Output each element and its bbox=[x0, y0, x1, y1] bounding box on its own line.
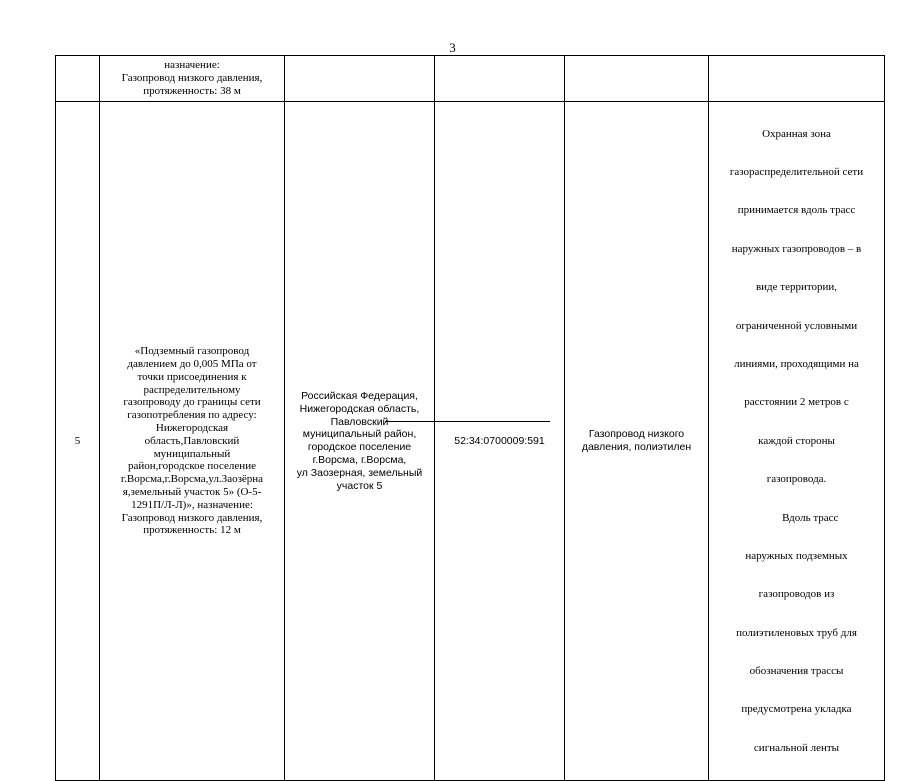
separator-line bbox=[385, 421, 550, 422]
text-line: назначение: bbox=[164, 59, 220, 72]
text-line: Газопровод низкого давления, bbox=[121, 511, 263, 524]
text-line: распределительному bbox=[143, 383, 241, 396]
text-line: газопровода. bbox=[766, 473, 827, 486]
text-line: обозначения трассы bbox=[749, 665, 844, 678]
text-line: точки присоединения к bbox=[137, 370, 247, 383]
text-line: линиями, проходящими на bbox=[734, 357, 859, 370]
text-line: я,земельный участок 5» (О-5- bbox=[122, 485, 262, 498]
text-line: сигнальной ленты bbox=[753, 741, 840, 754]
table-row bbox=[56, 56, 885, 102]
row-number-cell bbox=[56, 56, 100, 102]
text-line: район,городское поселение bbox=[128, 460, 256, 473]
text-line: Нижегородская bbox=[155, 421, 229, 434]
text-line: Газопровод низкого bbox=[588, 428, 685, 441]
text-line: муниципальный район, bbox=[302, 428, 417, 441]
protection-zone-cell bbox=[709, 102, 885, 781]
text-line: протяженность: 38 м bbox=[143, 84, 241, 97]
text-line: виде территории, bbox=[755, 281, 838, 294]
text-line: наружных подземных bbox=[745, 549, 848, 562]
text-line: принимается вдоль трасс bbox=[737, 204, 856, 217]
text-line: Павловский bbox=[330, 415, 389, 428]
object-type-cell bbox=[565, 102, 709, 781]
text-line: протяженность: 12 м bbox=[143, 524, 241, 537]
object-description-cell bbox=[100, 56, 285, 102]
text-line: Охранная зона bbox=[762, 127, 831, 140]
text-line: предусмотрена укладка bbox=[741, 703, 852, 716]
location-cell bbox=[285, 102, 435, 781]
text-line: муниципальный bbox=[153, 447, 231, 460]
text-line: область,Павловский bbox=[144, 434, 240, 447]
text-line: Газопровод низкого давления, bbox=[121, 72, 263, 85]
protection-zone-cell bbox=[709, 56, 885, 102]
text-line: г.Ворсма,г.Ворсма,ул.Заозёрна bbox=[120, 473, 264, 486]
text-line: расстоянии 2 метров с bbox=[744, 396, 849, 409]
text-line: городское поселение bbox=[307, 441, 412, 454]
table-row bbox=[56, 102, 885, 781]
object-description-cell bbox=[100, 102, 285, 781]
row-number-cell: 5 bbox=[56, 102, 100, 781]
page-number: 3 bbox=[449, 40, 456, 55]
text-line: наружных газопроводов – в bbox=[731, 242, 862, 255]
text-line: Вдоль трасс bbox=[754, 511, 839, 524]
text-line: давлением до 0,005 МПа от bbox=[127, 357, 257, 370]
text-line: «Подземный газопровод bbox=[134, 345, 250, 358]
text-line: ограниченной условными bbox=[735, 319, 858, 332]
text-line: участок 5 bbox=[336, 479, 383, 492]
text-line: давления, полиэтилен bbox=[581, 441, 692, 454]
text-line: Нижегородская область, bbox=[299, 402, 420, 415]
text-line: Российская Федерация, bbox=[301, 389, 418, 402]
text-line: газопроводов из bbox=[758, 588, 835, 601]
text-line: ул Заозерная, земельный bbox=[296, 466, 423, 479]
text-line: газопотребления по адресу: bbox=[127, 409, 257, 422]
object-type-cell bbox=[565, 56, 709, 102]
cadastral-number-cell: 52:34:0700009:591 bbox=[435, 102, 565, 781]
objects-table bbox=[55, 55, 885, 781]
text-line: газораспределительной сети bbox=[729, 165, 864, 178]
text-line: газопроводу до границы сети bbox=[123, 396, 261, 409]
text-line: полиэтиленовых труб для bbox=[736, 626, 857, 639]
text-line: г.Ворсма, г.Ворсма, bbox=[312, 453, 407, 466]
text-line: каждой стороны bbox=[758, 434, 835, 447]
text-line: 1291П/Л-Л)», назначение: bbox=[131, 498, 253, 511]
cadastral-number-cell bbox=[435, 56, 565, 102]
location-cell bbox=[285, 56, 435, 102]
